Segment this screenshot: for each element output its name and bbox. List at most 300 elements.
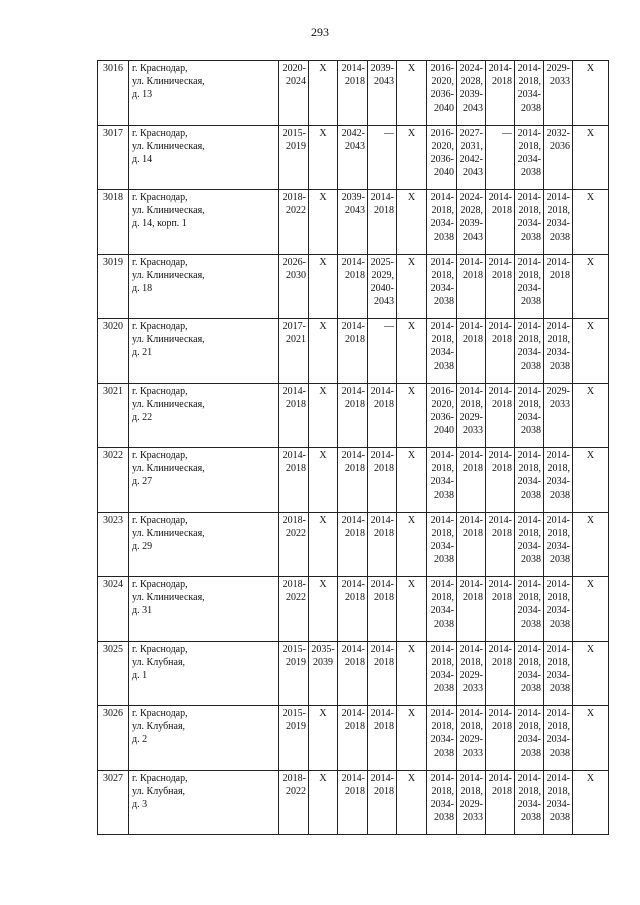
period-line: 2032- <box>546 127 570 139</box>
period-line: 2018, <box>518 269 541 281</box>
address-line: г. Краснодар, <box>132 256 188 268</box>
period-line: 2014- <box>517 63 541 74</box>
period-line: 2039- <box>459 89 483 101</box>
period-line: 2033 <box>550 398 570 410</box>
period-line: 2015- <box>282 127 306 139</box>
period-line: 2014- <box>517 708 541 719</box>
period-line: 2020, <box>431 76 454 88</box>
period-cell <box>279 125 309 190</box>
row-number: 3022 <box>98 448 129 513</box>
period-line: 2014- <box>370 192 394 203</box>
address-line: д. 14, корп. 1 <box>132 218 187 230</box>
address-line: г. Краснодар, <box>132 450 188 461</box>
period-cell <box>279 319 309 384</box>
period-line: 2014- <box>546 192 570 203</box>
period-cell <box>309 448 338 513</box>
period-cell <box>457 254 486 319</box>
period-line: 2018, <box>460 656 483 668</box>
period-line: 2018 <box>345 269 365 281</box>
period-line: X <box>407 772 416 784</box>
period-cell <box>427 770 457 835</box>
table-row <box>98 61 609 126</box>
period-cell <box>368 770 397 835</box>
page-number: 293 <box>311 25 329 39</box>
period-line: 2038 <box>550 554 570 566</box>
period-line: 2018 <box>492 269 512 281</box>
period-line: 2018, <box>431 527 454 539</box>
period-line: 2040 <box>434 102 454 114</box>
period-line: 2038 <box>521 167 541 179</box>
address-line: д. 27 <box>132 476 153 488</box>
period-cell <box>279 61 309 126</box>
period-cell <box>544 319 573 384</box>
period-line: 2014- <box>517 643 541 655</box>
period-line: 2033 <box>463 425 483 437</box>
period-line: 2018 <box>492 785 512 797</box>
period-line: 2014- <box>430 772 454 784</box>
period-cell <box>309 319 338 384</box>
period-line: 2018, <box>518 721 541 733</box>
period-cell <box>309 254 338 319</box>
period-line: 2018, <box>518 334 541 346</box>
period-cell <box>486 512 515 577</box>
period-line: X <box>407 514 416 526</box>
period-cell <box>279 770 309 835</box>
period-line: 2015- <box>282 708 306 719</box>
period-cell <box>309 190 338 255</box>
period-cell <box>338 319 368 384</box>
address-line: г. Краснодар, <box>132 708 188 719</box>
address-line: г. Краснодар, <box>132 514 188 526</box>
row-number: 3016 <box>98 61 129 126</box>
period-line: 2018 <box>463 592 483 604</box>
period-cell <box>486 190 515 255</box>
period-line: 2020, <box>431 140 454 152</box>
period-line: 2040 <box>434 425 454 437</box>
period-line: 2014- <box>341 579 365 590</box>
period-line: X <box>407 708 416 719</box>
period-cell <box>544 383 573 448</box>
period-line: 2014- <box>517 256 541 268</box>
period-line: 2018 <box>345 334 365 346</box>
period-line: 2027- <box>459 127 483 139</box>
period-cell <box>573 641 609 706</box>
period-line: 2034- <box>430 218 454 230</box>
period-line: 2018, <box>518 527 541 539</box>
period-line: 2014- <box>488 708 512 719</box>
row-number: 3020 <box>98 319 129 384</box>
period-line: 2038 <box>521 812 541 824</box>
period-cell <box>309 125 338 190</box>
period-cell <box>338 706 368 771</box>
period-cell <box>338 125 368 190</box>
period-line: 2018 <box>492 76 512 88</box>
period-line: 2018- <box>282 514 306 526</box>
address-line: ул. Клиническая, <box>132 334 205 346</box>
address-line: ул. Клубная, <box>132 656 186 668</box>
period-line: 2014- <box>370 385 394 397</box>
period-line: 2014- <box>459 579 483 590</box>
period-line: 2034- <box>517 540 541 552</box>
period-line: 2018, <box>547 463 570 475</box>
period-line: 2014- <box>370 772 394 784</box>
period-line: 2014- <box>459 643 483 655</box>
period-cell <box>573 512 609 577</box>
period-cell <box>544 770 573 835</box>
period-line: X <box>319 192 327 203</box>
period-line: 2014- <box>370 514 394 526</box>
period-cell <box>309 641 338 706</box>
period-cell <box>279 577 309 642</box>
period-line: X <box>586 192 595 203</box>
period-line: 2014- <box>370 579 394 590</box>
period-line: 2034- <box>546 798 570 810</box>
period-line: 2014- <box>341 450 365 461</box>
period-line: 2034- <box>430 282 454 294</box>
period-cell <box>457 641 486 706</box>
period-cell <box>338 383 368 448</box>
period-line: 2018 <box>286 463 306 475</box>
period-line: 2018- <box>282 192 306 203</box>
period-line: 2034- <box>430 734 454 746</box>
period-line: 2018, <box>431 592 454 604</box>
period-line: X <box>407 450 416 461</box>
period-line: 2022 <box>286 205 306 217</box>
address-line: ул. Клубная, <box>132 721 186 733</box>
period-line: 2018, <box>518 398 541 410</box>
period-line: 2014- <box>517 385 541 397</box>
period-line: 2036- <box>430 153 454 165</box>
period-cell <box>279 641 309 706</box>
period-line: X <box>407 127 416 139</box>
period-line: 2043 <box>463 167 483 179</box>
period-line: 2014- <box>430 450 454 461</box>
period-cell <box>368 383 397 448</box>
period-line: 2014- <box>459 450 483 461</box>
address-line: ул. Клиническая, <box>132 269 205 281</box>
period-line: 2021 <box>286 334 306 346</box>
period-cell <box>427 641 457 706</box>
period-line: 2042- <box>341 127 365 139</box>
address-line: д. 21 <box>132 347 153 359</box>
period-line: 2018 <box>345 656 365 668</box>
period-line: 2034- <box>517 411 541 423</box>
period-line: 2036- <box>430 411 454 423</box>
period-line: 2014- <box>341 772 365 784</box>
period-cell <box>573 577 609 642</box>
period-line: 2024- <box>459 63 483 74</box>
period-cell <box>427 706 457 771</box>
period-cell <box>486 125 515 190</box>
period-line: 2014- <box>517 514 541 526</box>
period-line: X <box>586 321 595 332</box>
period-cell <box>457 383 486 448</box>
period-line: 2028, <box>460 76 483 88</box>
period-line: 2014- <box>341 385 365 397</box>
period-line: 2018 <box>374 721 394 733</box>
period-line: 2014- <box>341 514 365 526</box>
period-cell <box>427 125 457 190</box>
period-cell <box>427 61 457 126</box>
period-line: 2014- <box>488 256 512 268</box>
row-number: 3018 <box>98 190 129 255</box>
period-cell <box>457 61 486 126</box>
period-line: 2043 <box>463 102 483 114</box>
period-line: 2018 <box>374 527 394 539</box>
period-cell <box>457 512 486 577</box>
period-line: 2033 <box>463 747 483 759</box>
period-line: 2014- <box>517 772 541 784</box>
period-line: 2034- <box>517 605 541 617</box>
period-line: 2018, <box>547 527 570 539</box>
period-line: 2014- <box>430 579 454 590</box>
address-line: д. 29 <box>132 540 153 552</box>
period-cell <box>279 706 309 771</box>
period-line: 2014- <box>546 643 570 655</box>
period-cell <box>515 254 544 319</box>
period-line: 2018, <box>547 592 570 604</box>
period-line: 2034- <box>430 798 454 810</box>
period-line: 2014- <box>430 256 454 268</box>
period-cell <box>486 448 515 513</box>
period-line: 2015- <box>282 643 306 655</box>
period-line: — <box>384 127 394 139</box>
period-cell <box>486 770 515 835</box>
period-line: 2034- <box>430 605 454 617</box>
period-line: 2018 <box>374 205 394 217</box>
period-line: 2018, <box>547 656 570 668</box>
period-cell <box>338 641 368 706</box>
period-line: 2031, <box>460 140 483 152</box>
period-line: 2034- <box>546 540 570 552</box>
period-cell <box>515 770 544 835</box>
period-line: 2014- <box>282 385 306 397</box>
period-line: 2033 <box>463 812 483 824</box>
address-line: д. 13 <box>132 89 153 101</box>
period-line: 2018 <box>492 721 512 733</box>
period-line: X <box>319 514 327 526</box>
period-line: 2018- <box>282 579 306 590</box>
period-line: X <box>586 514 595 526</box>
period-line: 2034- <box>430 476 454 488</box>
period-cell <box>544 512 573 577</box>
period-cell <box>544 190 573 255</box>
period-line: 2014- <box>488 772 512 784</box>
address-cell <box>129 254 279 319</box>
period-line: 2022 <box>286 592 306 604</box>
period-line: 2022 <box>286 527 306 539</box>
period-line: 2014- <box>517 127 541 139</box>
period-cell <box>573 706 609 771</box>
period-line: 2034- <box>517 734 541 746</box>
period-line: X <box>319 321 327 332</box>
period-line: 2018 <box>492 463 512 475</box>
period-line: 2014- <box>488 192 512 203</box>
address-cell <box>129 61 279 126</box>
period-line: 2040 <box>434 167 454 179</box>
period-line: 2029- <box>546 385 570 397</box>
period-cell <box>486 383 515 448</box>
period-line: 2038 <box>434 618 454 630</box>
period-line: 2018 <box>374 463 394 475</box>
period-cell <box>515 512 544 577</box>
period-line: 2018, <box>547 721 570 733</box>
period-line: 2018, <box>431 785 454 797</box>
period-line: 2018 <box>463 527 483 539</box>
table-row <box>98 254 609 319</box>
period-line: X <box>586 579 595 590</box>
period-line: 2018 <box>492 527 512 539</box>
period-line: 2029- <box>459 798 483 810</box>
period-cell <box>427 448 457 513</box>
period-line: 2029- <box>459 734 483 746</box>
address-line: ул. Клиническая, <box>132 76 205 88</box>
period-line: 2014- <box>430 321 454 332</box>
period-cell <box>309 577 338 642</box>
period-line: X <box>407 385 416 397</box>
period-line: 2016- <box>430 127 454 139</box>
period-line: 2038 <box>434 360 454 372</box>
period-cell <box>397 770 427 835</box>
period-cell <box>338 448 368 513</box>
period-line: 2018, <box>518 463 541 475</box>
period-cell <box>368 706 397 771</box>
period-line: 2014- <box>488 321 512 332</box>
period-line: X <box>586 385 595 397</box>
period-line: 2014- <box>488 643 512 655</box>
address-line: ул. Клиническая, <box>132 463 205 475</box>
period-line: 2017- <box>282 321 306 332</box>
period-cell <box>309 706 338 771</box>
period-line: 2014- <box>282 450 306 461</box>
period-cell <box>368 448 397 513</box>
row-number: 3025 <box>98 641 129 706</box>
period-line: 2018 <box>374 592 394 604</box>
period-cell <box>544 577 573 642</box>
period-line: 2018, <box>518 785 541 797</box>
period-line: X <box>586 450 595 461</box>
period-line: 2018 <box>463 463 483 475</box>
period-line: 2014- <box>341 63 365 74</box>
period-line: 2018 <box>345 76 365 88</box>
period-line: 2036- <box>430 89 454 101</box>
period-line: 2038 <box>550 231 570 243</box>
period-line: X <box>319 256 327 268</box>
address-line: г. Краснодар, <box>132 385 188 397</box>
period-cell <box>279 448 309 513</box>
period-line: X <box>586 256 595 268</box>
period-line: 2034- <box>517 347 541 359</box>
address-cell <box>129 706 279 771</box>
table-row <box>98 448 609 513</box>
period-line: 2024 <box>286 76 306 88</box>
period-line: 2039- <box>370 63 394 74</box>
period-line: 2018 <box>374 398 394 410</box>
period-line: 2025- <box>370 256 394 268</box>
period-cell <box>573 383 609 448</box>
period-line: 2018 <box>345 527 365 539</box>
address-line: ул. Клиническая, <box>132 592 205 604</box>
period-line: X <box>319 385 327 397</box>
period-line: 2014- <box>370 643 394 655</box>
period-line: 2014- <box>430 708 454 719</box>
period-line: X <box>407 643 416 655</box>
period-line: X <box>586 643 595 655</box>
period-cell <box>457 319 486 384</box>
period-line: 2038 <box>521 296 541 308</box>
address-line: г. Краснодар, <box>132 127 188 139</box>
period-cell <box>397 641 427 706</box>
address-cell <box>129 319 279 384</box>
period-cell <box>457 448 486 513</box>
period-line: 2038 <box>550 618 570 630</box>
period-line: 2043 <box>463 231 483 243</box>
period-line: 2018 <box>550 269 570 281</box>
period-line: 2018 <box>345 721 365 733</box>
period-line: 2029- <box>459 411 483 423</box>
address-line: д. 18 <box>132 282 153 294</box>
period-line: 2035- <box>311 643 335 655</box>
period-cell <box>279 383 309 448</box>
period-cell <box>573 254 609 319</box>
period-line: 2018 <box>345 592 365 604</box>
period-line: 2014- <box>517 321 541 332</box>
period-line: — <box>502 127 512 139</box>
period-line: 2014- <box>459 256 483 268</box>
period-line: X <box>407 192 416 203</box>
period-line: 2038 <box>434 231 454 243</box>
period-line: 2043 <box>374 296 394 308</box>
period-line: 2018, <box>547 334 570 346</box>
period-line: 2014- <box>341 708 365 719</box>
period-cell <box>368 319 397 384</box>
period-line: 2018, <box>431 269 454 281</box>
period-line: 2018 <box>492 334 512 346</box>
period-line: 2038 <box>434 747 454 759</box>
period-line: 2043 <box>345 205 365 217</box>
period-cell <box>457 577 486 642</box>
address-line: ул. Клиническая, <box>132 205 205 217</box>
address-cell <box>129 512 279 577</box>
period-line: 2034- <box>546 218 570 230</box>
period-line: 2038 <box>521 489 541 501</box>
period-cell <box>515 577 544 642</box>
period-cell <box>544 706 573 771</box>
period-cell <box>368 577 397 642</box>
period-cell <box>397 383 427 448</box>
period-cell <box>397 577 427 642</box>
period-cell <box>486 577 515 642</box>
period-cell <box>573 190 609 255</box>
period-cell <box>486 706 515 771</box>
period-line: 2039- <box>459 218 483 230</box>
period-line: 2014- <box>546 321 570 332</box>
period-line: 2018, <box>547 785 570 797</box>
period-line: 2034- <box>517 153 541 165</box>
period-line: 2018, <box>518 656 541 668</box>
period-line: 2034- <box>517 89 541 101</box>
period-line: X <box>319 63 327 74</box>
period-line: X <box>586 708 595 719</box>
period-line: 2014- <box>430 192 454 203</box>
period-line: 2014- <box>459 708 483 719</box>
period-cell <box>309 383 338 448</box>
period-cell <box>338 61 368 126</box>
period-line: 2019 <box>286 656 306 668</box>
period-cell <box>427 319 457 384</box>
address-line: г. Краснодар, <box>132 579 188 590</box>
period-line: — <box>384 321 394 332</box>
